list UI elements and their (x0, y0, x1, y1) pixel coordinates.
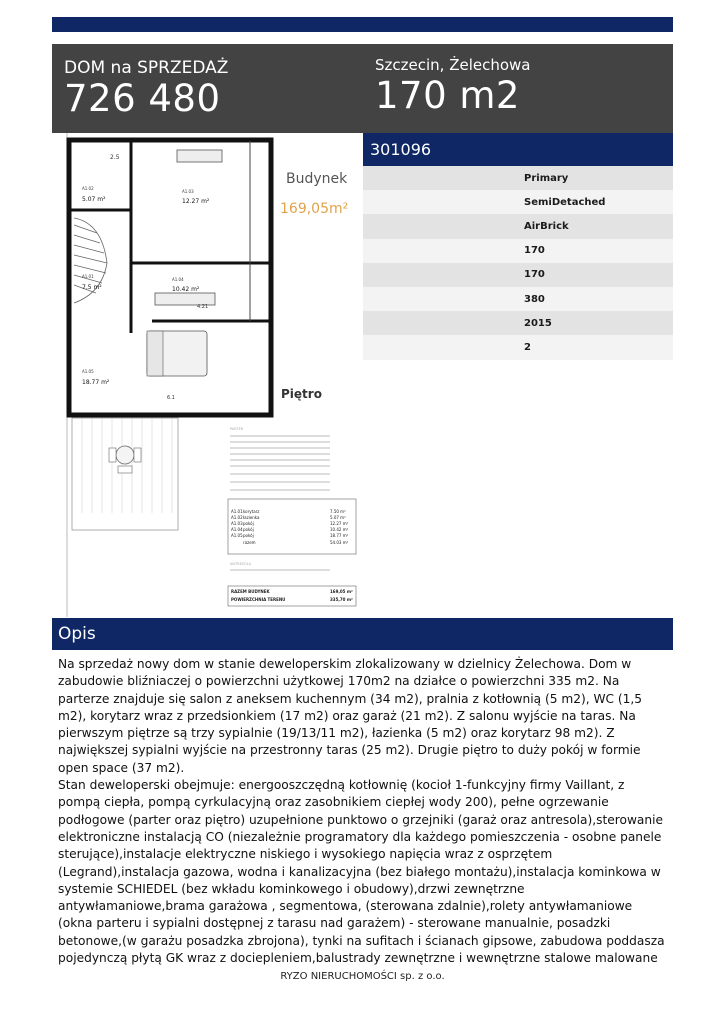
listing-location: Szczecin, Żelechowa (375, 56, 531, 74)
property-market: Primary (363, 166, 673, 190)
listing-id: 301096 (370, 140, 432, 159)
floor-plan-image (52, 133, 363, 617)
plan-table-area: 18.77 m² (330, 533, 349, 538)
property-total-area: 170 (363, 263, 673, 287)
plan-floor-label: Piętro (281, 387, 322, 401)
plan-room-code: A1.01 (82, 274, 94, 279)
plan-table-name: razem (243, 540, 256, 545)
plan-total-label: RAZEM BUDYNEK (231, 589, 270, 594)
plan-land-value: 335,70 m² (330, 597, 353, 602)
listing-header (52, 44, 673, 133)
description-heading: Opis (58, 624, 96, 644)
plan-room-area: 7.5 m² (82, 284, 102, 291)
listing-area: 170 m2 (375, 74, 520, 117)
plan-table-area: 5.07 m² (330, 515, 346, 520)
listing-id-bar (363, 133, 673, 166)
plan-table-name: łazienka (243, 515, 260, 520)
property-list (363, 166, 673, 360)
plan-total-value: 169,05 m² (330, 589, 353, 594)
plan-table-heading: PARTER (230, 427, 244, 431)
plan-room-code: A1.05 (82, 369, 94, 374)
plan-table-code: A1.03 (231, 521, 243, 526)
listing-type: DOM na SPRZEDAŻ (64, 58, 229, 78)
description-paragraph: Na sprzedaż nowy dom w stanie deweloperskim zlokalizowany w dzielnicy Żelechowa. Dom w zabudowie bliźniaczej o powierzchni użytkowej 170m2 na działce o powierzchni 335 m2. Na parterze znajduje się salon z aneksem kuchennym (34 m2), pralnia z kotłownią (5 m2), WC (1,5 m2), korytarz wraz z przedsionkiem (17 m2) oraz garaż (21 m2). Z salonu wyjście na taras. Na pierwszym piętrze są trzy sypialnie (19/13/11 m2), łazienka (5 m2) oraz korytarz 98 m2). Z największej sypialni wyjście na przestronny taras (25 m2). Drugie piętro to duży pokój w formie open space (37 m2). (58, 657, 643, 775)
description-heading-bar (52, 618, 673, 650)
plan-room-area: 10.42 m² (172, 286, 200, 293)
plan-table-area: 54.03 m² (330, 540, 349, 545)
plan-table-area: 10.42 m² (330, 527, 349, 532)
plan-room-code: A1.04 (172, 277, 184, 282)
footer-company: RYZO NIERUCHOMOŚCI sp. z o.o. (280, 971, 445, 982)
plan-table-area: 7.50 m² (330, 509, 346, 514)
plan-table-name: pokój (243, 521, 254, 526)
property-building-type: SemiDetached (363, 190, 673, 214)
plan-title: Budynek (286, 171, 348, 187)
plan-table-code: A1.04 (231, 527, 243, 532)
plan-dim: 2.5 (110, 154, 120, 161)
plan-room-area: 18.77 m² (82, 379, 110, 386)
plan-room-area: 12.27 m² (182, 198, 210, 205)
plan-room-code: A1.03 (182, 189, 194, 194)
plan-table-code: A1.05 (231, 533, 243, 538)
property-year-built: 2015 (363, 311, 673, 335)
description-body (58, 656, 670, 967)
property-plot-area: 380 (363, 287, 673, 311)
plan-table-code: A1.02 (231, 515, 243, 520)
listing-price: 726 480 (64, 77, 221, 120)
plan-dim: 6.1 (167, 395, 175, 401)
plan-table-heading: ANTRESOLA (230, 562, 252, 566)
top-accent-bar (52, 17, 673, 32)
plan-table-code: A1.01 (231, 509, 243, 514)
description-paragraph: Stan deweloperski obejmuje: energooszczędną kotłownię (kocioł 1-funkcyjny firmy Vaillant, z pompą ciepła, pompą cyrkulacyjną oraz zasobnikiem ciepłej wody 200), pełne ogrzewanie podłogowe (parter oraz piętro) uzupełnione punktowo o grzejniki (garaż oraz antresola),sterowanie elektroniczne instalacją CO (niezależnie programatory dla każdego pomieszczenia - osobne panele sterujące),instalacje elektryczne niskiego i wysokiego napięcia wraz z osprzętem (Legrand),instalacja gazowa, wodna i kanalizacyjna (bez białego montażu),instalacja kominkowa w systemie SCHIEDEL (bez wkładu kominkowego i obudowy),drzwi zewnętrzne antywłamaniowe,brama garażowa , segmentowa, (sterowana zdalnie),rolety antywłamaniowe (okna parteru i sypialni dostępnej z tarasu nad garażem) - sterowane manualnie, posadzki betonowe,(w garażu posadzka zbrojona), tynki na sufitach i ścianach gipsowe, zabudowa poddasza pojedynczą płytą GK wraz z dociepleniem,balustrady zewnętrzne i wewnętrzne stalowe malowane (58, 778, 665, 966)
property-usable-area: 170 (363, 239, 673, 263)
plan-table-name: korytarz (243, 509, 260, 514)
property-material: AirBrick (363, 214, 673, 238)
plan-table-area: 12.27 m² (330, 521, 349, 526)
plan-area: 169,05m² (280, 201, 349, 217)
plan-room-code: A1.02 (82, 186, 94, 191)
plan-room-area: 5.07 m² (82, 196, 106, 203)
plan-land-label: POWIERZCHNIA TERENU (231, 597, 286, 602)
property-floors: 2 (363, 335, 673, 359)
plan-table-name: pokój (243, 527, 254, 532)
plan-table-name: pokój (243, 533, 254, 538)
plan-dim: 4.21 (197, 304, 209, 310)
